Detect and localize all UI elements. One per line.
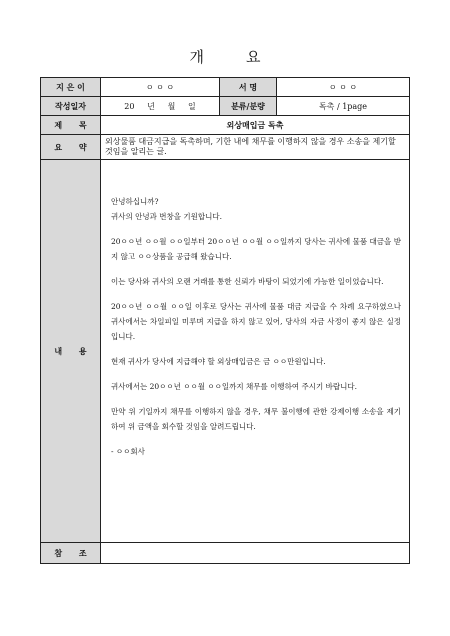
sign-label: 서 명 <box>220 78 277 97</box>
content-label: 내 용 <box>41 160 101 543</box>
subject-row <box>41 116 410 135</box>
subject-label: 제 목 <box>41 116 101 135</box>
sign-value: ㅇ ㅇ ㅇ <box>277 78 410 97</box>
category-value: 독촉 / 1page <box>277 97 410 116</box>
content-paragraph-7: 만약 위 기일까지 채무를 이행하지 않을 경우, 채무 불이행에 관한 강제이행 소송을 제기하여 위 금액을 회수할 것임을 알려드립니다. <box>111 407 401 431</box>
author-label: 지 은 이 <box>41 78 101 97</box>
summary-row <box>41 135 410 160</box>
content-paragraph-1: 안녕하십니까? 귀사의 안녕과 번창을 기원합니다. <box>111 197 222 221</box>
date-row <box>41 97 410 116</box>
content-body <box>101 160 410 543</box>
summary-value: 외상물품 대금지급을 독촉하며, 기한 내에 채무를 이행하지 않을 경우 소송을 제기할 것임을 알리는 글. <box>101 135 410 160</box>
date-value: 20 년 월 일 <box>101 97 220 116</box>
content-row <box>41 160 410 543</box>
subject-value: 외상매입금 독촉 <box>101 116 410 135</box>
reference-label: 참 조 <box>41 543 101 564</box>
reference-value <box>101 543 410 564</box>
title-left: 개 <box>189 48 204 66</box>
content-paragraph-3: 이는 당사와 귀사의 오랜 거래를 통한 신뢰가 바탕이 되었기에 가능한 일이었습니다. <box>111 277 384 286</box>
category-label: 분류/분량 <box>220 97 277 116</box>
content-paragraph-4: 20ㅇㅇ년 ㅇㅇ월 ㅇㅇ일 이후로 당사는 귀사에 물품 대금 지급을 수 차례 요구하였으나 귀사에서는 차일피일 미루며 지급을 하지 않고 있어, 당사의 자금 사정이 좋지 않은 실정입니다. <box>111 302 401 341</box>
document-form <box>40 77 410 564</box>
reference-row <box>41 543 410 564</box>
page-title <box>0 46 450 67</box>
date-label: 작성일자 <box>41 97 101 116</box>
author-row <box>41 78 410 97</box>
content-paragraph-6: 귀사에서는 20ㅇㅇ년 ㅇㅇ월 ㅇㅇ일까지 채무를 이행하여 주시기 바랍니다. <box>111 382 357 391</box>
content-signature: - ㅇㅇ회사 <box>111 447 145 456</box>
author-value: ㅇ ㅇ ㅇ <box>101 78 220 97</box>
content-paragraph-2: 20ㅇㅇ년 ㅇㅇ월 ㅇㅇ일부터 20ㅇㅇ년 ㅇㅇ월 ㅇㅇ일까지 당사는 귀사에 물품 대금을 받지 않고 ㅇㅇ상품을 공급해 왔습니다. <box>111 237 401 261</box>
title-right: 요 <box>246 48 261 66</box>
summary-label: 요 약 <box>41 135 101 160</box>
content-paragraph-5: 현재 귀사가 당사에 지급해야 할 외상매입금은 금 ㅇㅇ만원입니다. <box>111 357 326 366</box>
